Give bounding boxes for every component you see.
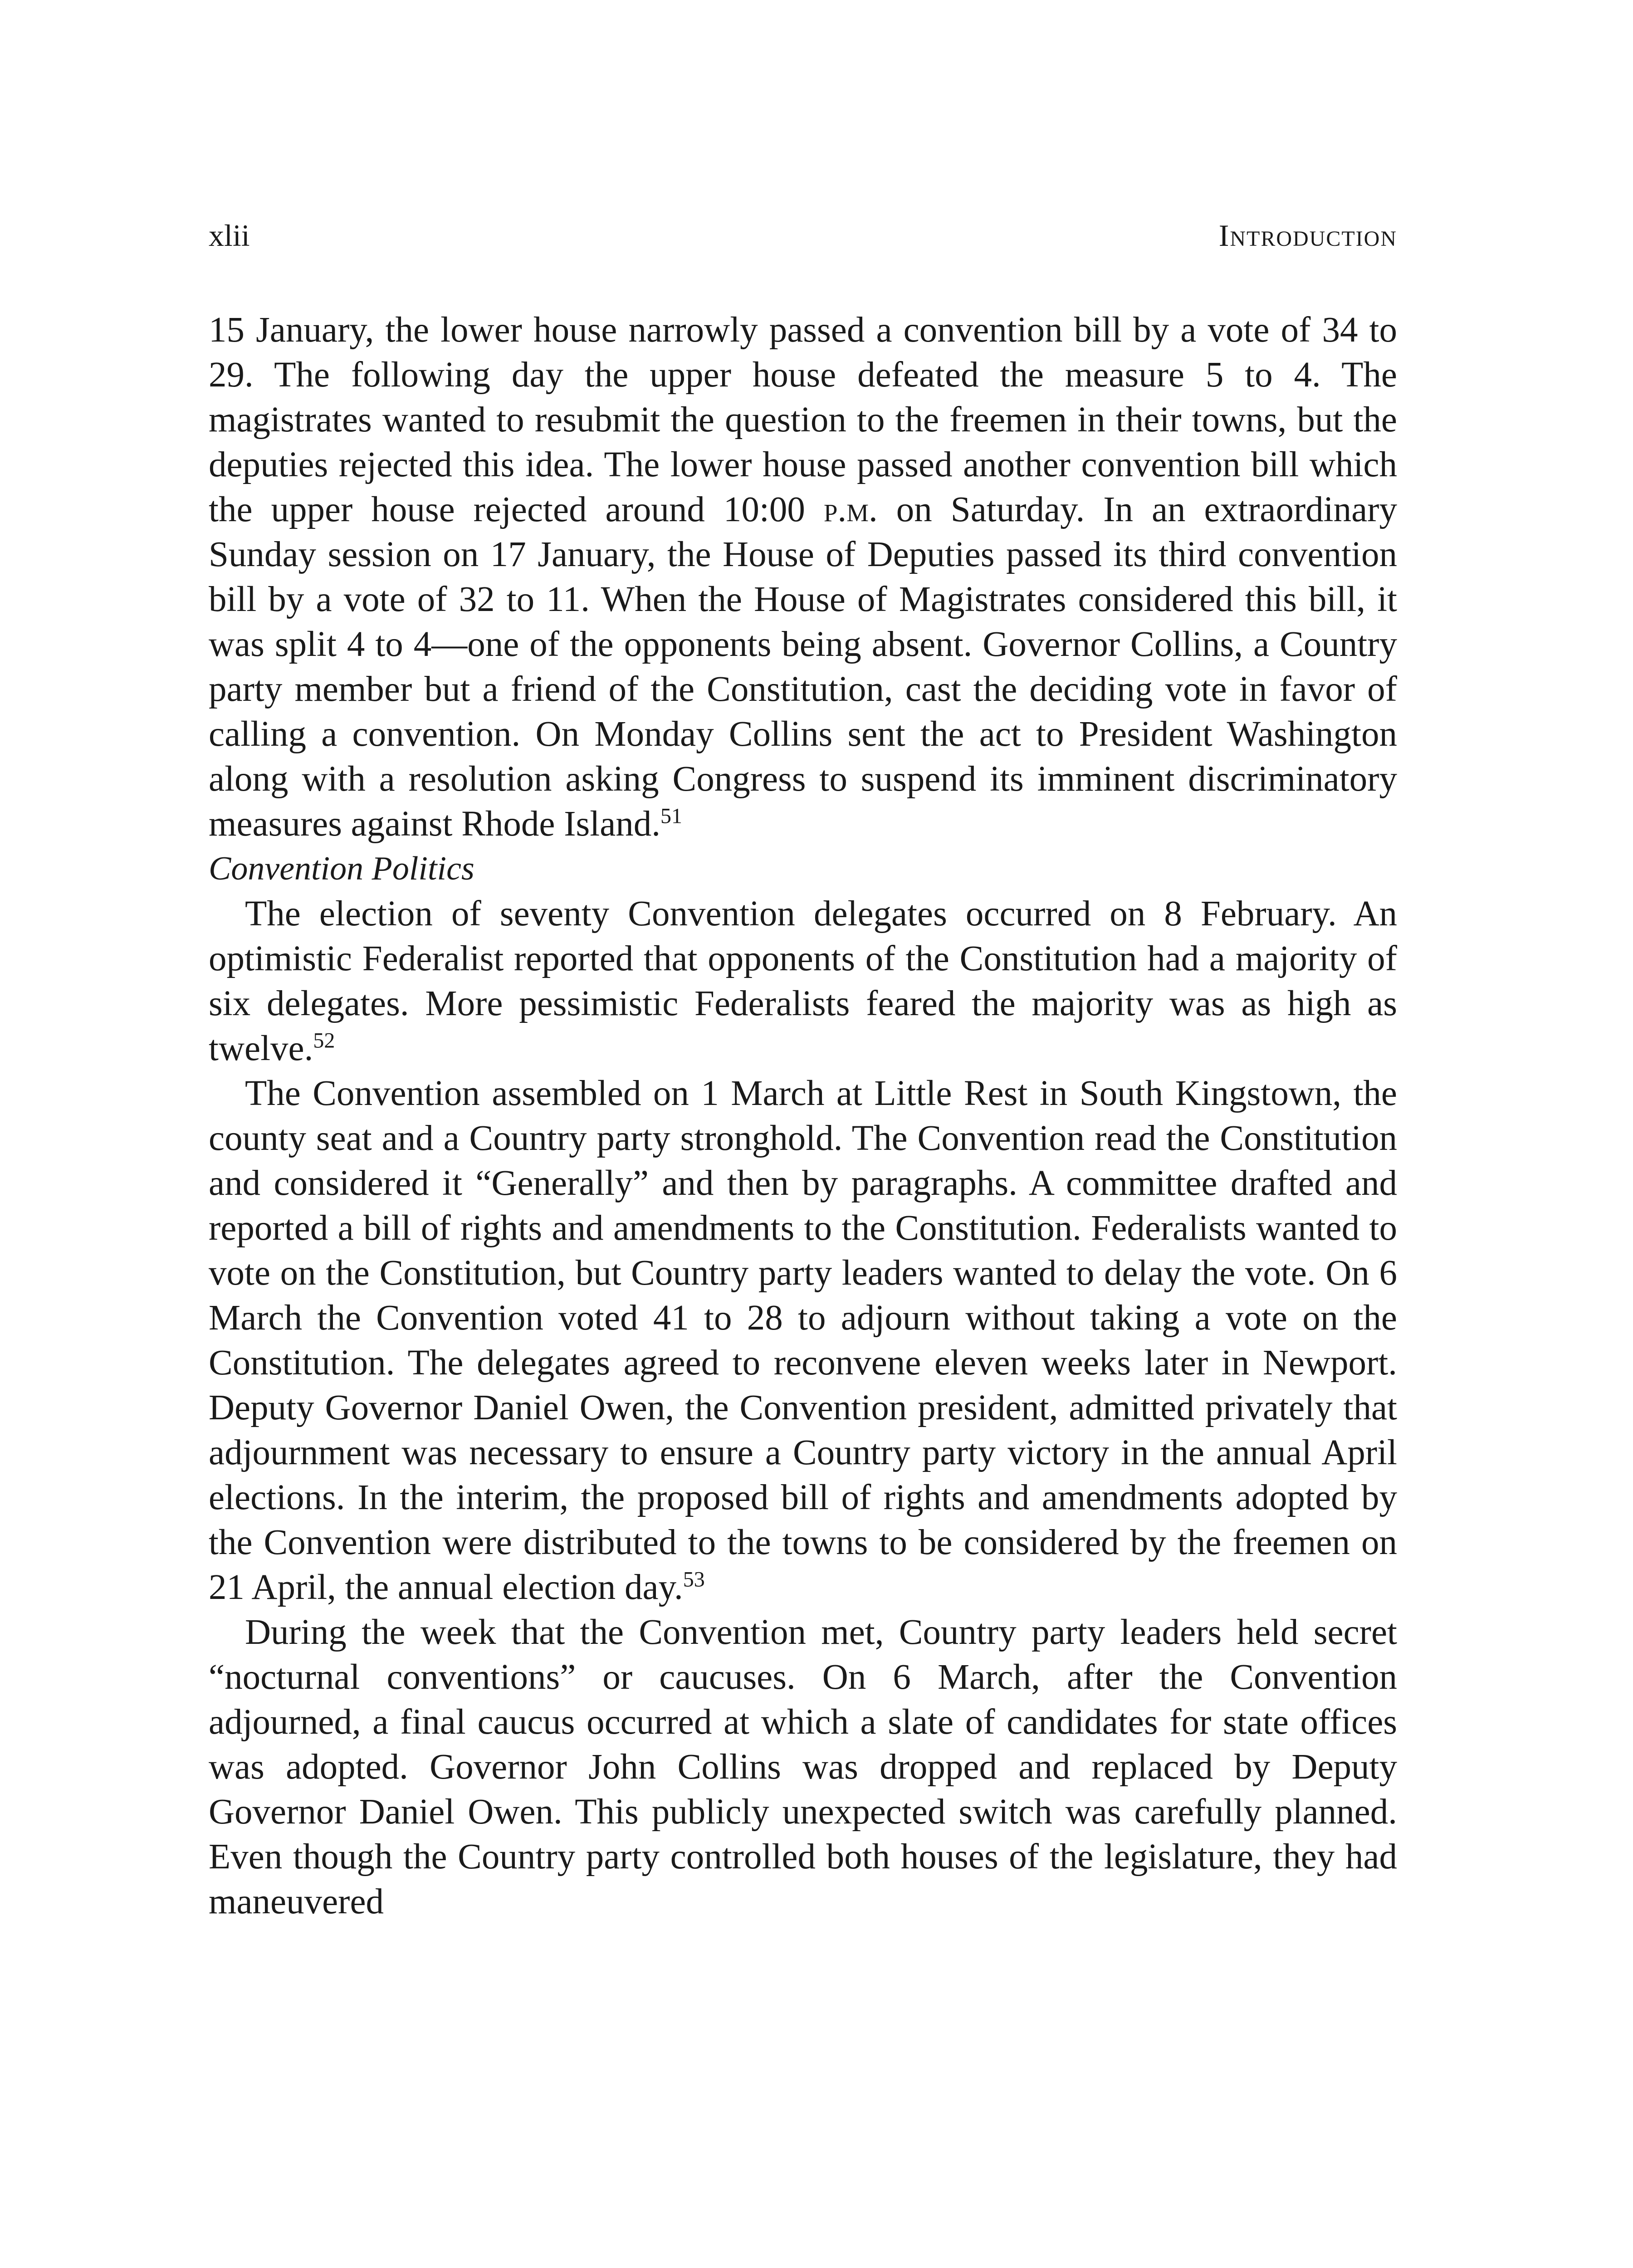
running-head <box>209 215 1397 256</box>
paragraph-1-text-b: on Saturday. In an extraordinary Sunday session on 17 January, the House of Deputies passed its third convention bill by a vote of 32 to 11. When the House of Magistrates considered this bill, it was split 4 to 4—one of the opponents being absent. Governor Collins, a Country party member but a friend of the Constitution, cast the deciding vote in favor of calling a convention. On Monday Collins sent the act to President Washington along with a resolution asking Congress to suspend its imminent discriminatory measures against Rhode Island. <box>209 490 1397 844</box>
paragraph-3 <box>209 1071 1397 1610</box>
section-heading: Convention Politics <box>209 850 474 887</box>
body-text <box>209 308 1397 1924</box>
paragraph-2-text: The election of seventy Convention delegates occurred on 8 February. An optimistic Federalist reported that opponents of the Constitution had a majority of six delegates. More pessimistic Federalists feared the majority was as high as twelve. <box>209 894 1397 1068</box>
paragraph-3-text: The Convention assembled on 1 March at Little Rest in South Kingstown, the county seat and a Country party stronghold. The Convention read the Constitution and considered it “Generally” and then by paragraphs. A committee drafted and reported a bill of rights and amendments to the Constitution. Federalists wanted to vote on the Constitution, but Country party leaders wanted to delay the vote. On 6 March the Convention voted 41 to 28 to adjourn without taking a vote on the Constitution. The delegates agreed to reconvene eleven weeks later in Newport. Deputy Governor Daniel Owen, the Convention president, admitted privately that adjournment was necessary to ensure a Country party victory in the annual April elections. In the interim, the proposed bill of rights and amendments adopted by the Convention were distributed to the towns to be considered by the freemen on 21 April, the annual election day. <box>209 1074 1397 1607</box>
running-head-title: Introduction <box>1218 218 1397 253</box>
paragraph-4-text: During the week that the Convention met, Country party leaders held secret “nocturnal conventions” or caucuses. On 6 March, after the Convention adjourned, a final caucus occurred at which a slate of candidates for state offices was adopted. Governor John Collins was dropped and replaced by Deputy Governor Daniel Owen. This publicly unexpected switch was carefully planned. Even though the Country party controlled both houses of the legislature, they had maneuvered <box>209 1613 1397 1921</box>
footnote-ref-53: 53 <box>683 1567 705 1592</box>
paragraph-4 <box>209 1610 1397 1924</box>
book-page <box>209 0 1397 2268</box>
paragraph-1-text-a: 15 January, the lower house narrowly passed a convention bill by a vote of 34 to 29. The following day the upper house defeated the measure 5 to 4. The magistrates wanted to resubmit the question to the freemen in their towns, but the deputies rejected this idea. The lower house passed another convention bill which the upper house rejected around 10:00 <box>209 310 1397 529</box>
page-number: xlii <box>209 218 250 253</box>
footnote-ref-52: 52 <box>313 1028 335 1053</box>
time-abbreviation: p.m. <box>823 490 878 529</box>
paragraph-1 <box>209 308 1397 846</box>
paragraph-2 <box>209 891 1397 1071</box>
footnote-ref-51: 51 <box>660 804 683 828</box>
